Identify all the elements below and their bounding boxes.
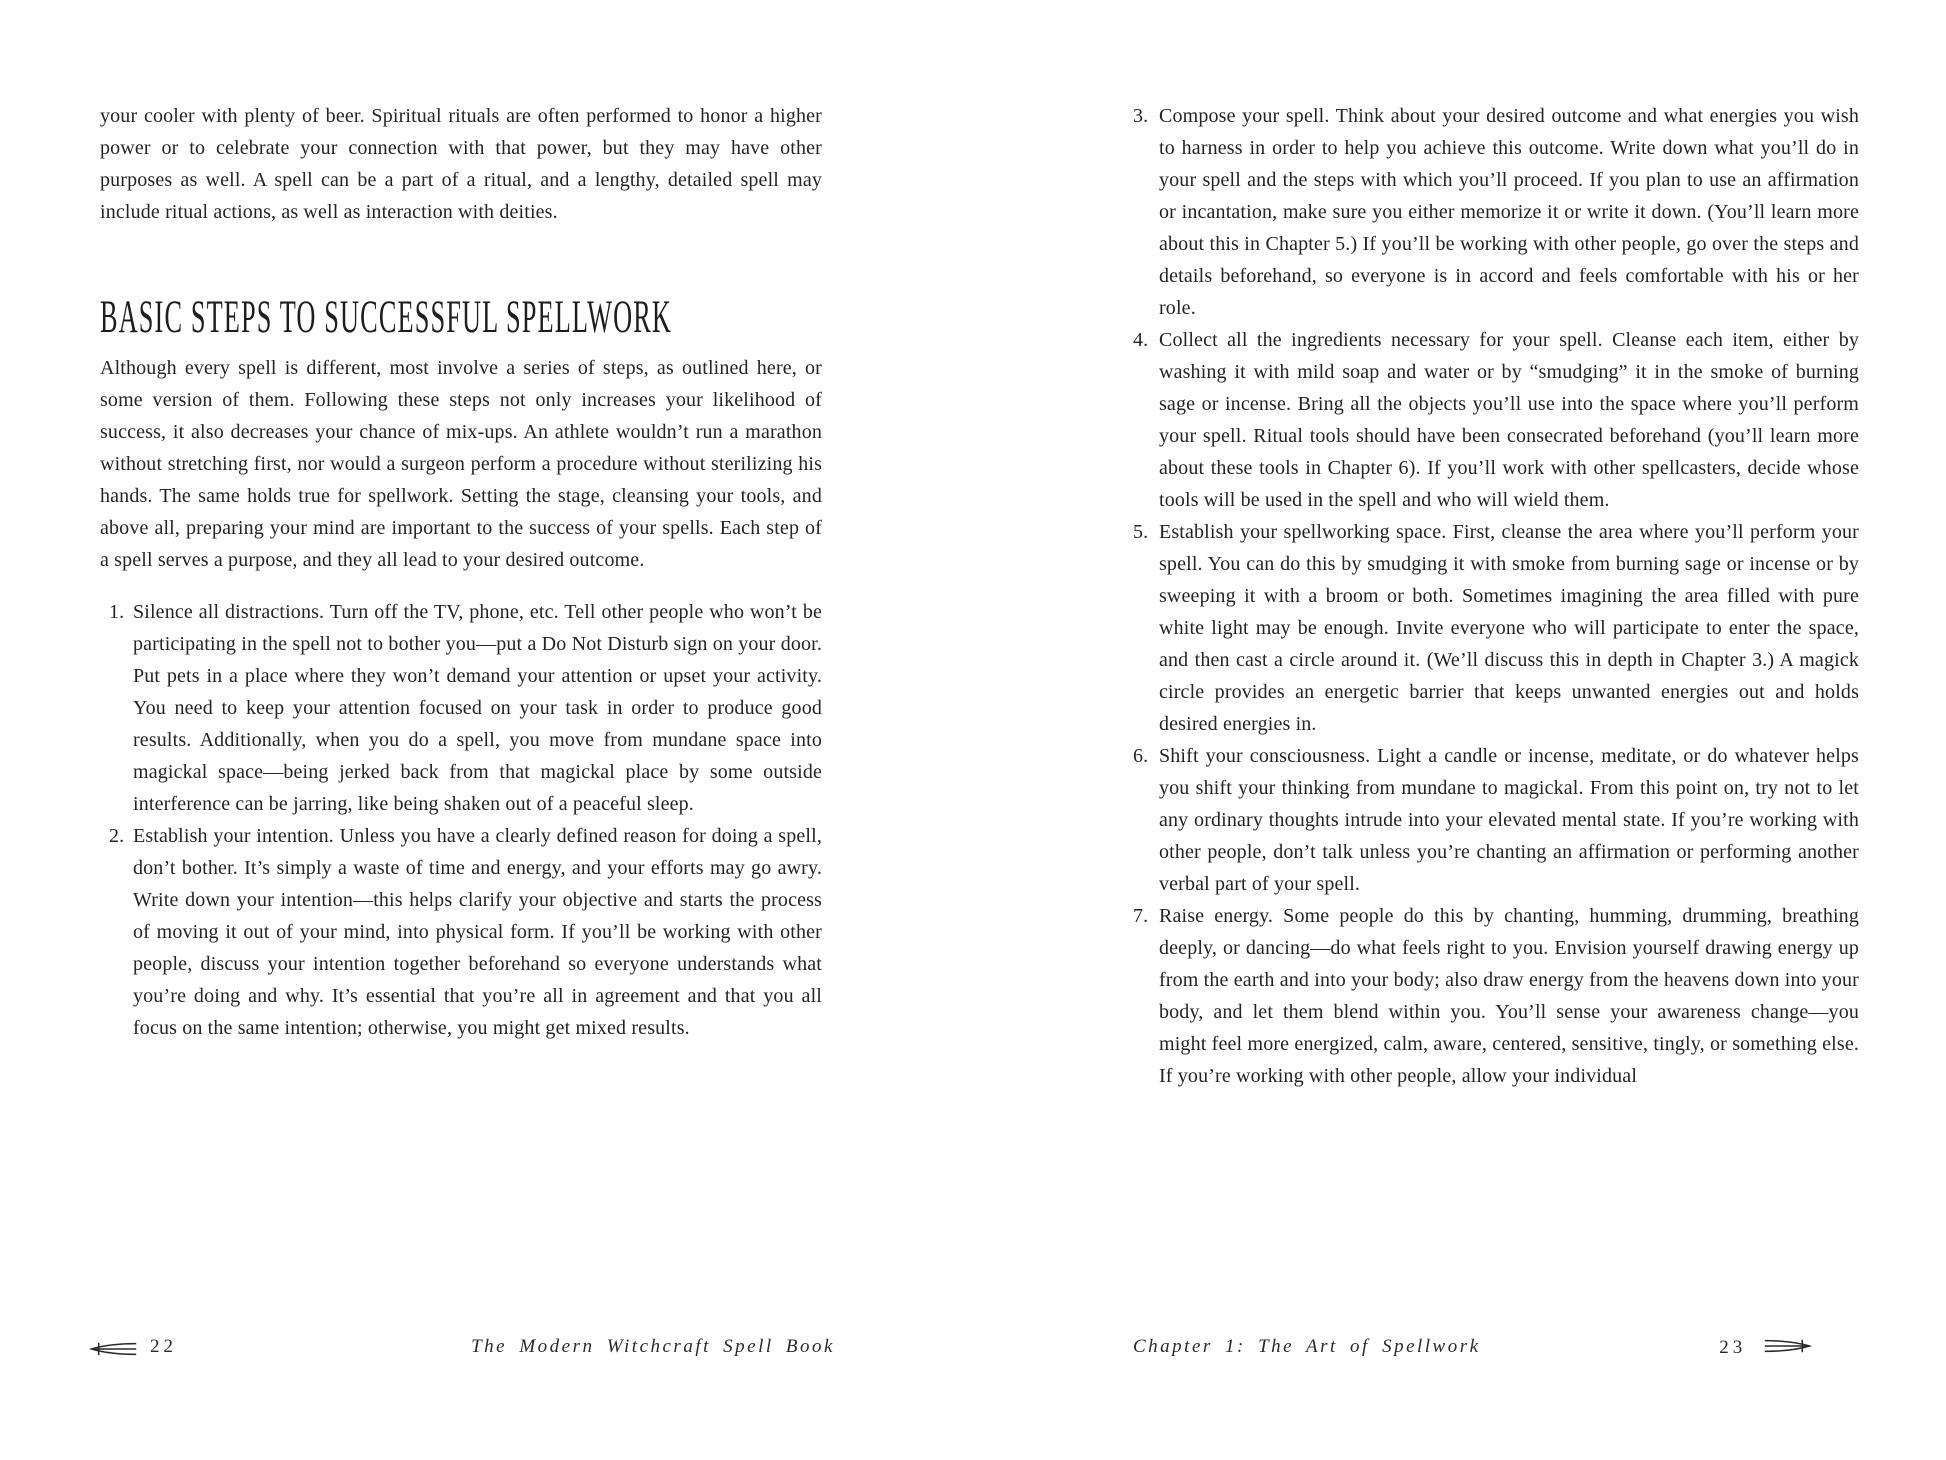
list-item	[1133, 100, 1859, 324]
steps-list-left	[100, 596, 822, 1044]
right-page-footer	[1133, 1336, 1857, 1366]
chapter-title: Chapter 1: The Art of Spellwork	[1133, 1336, 1481, 1357]
list-item	[100, 820, 822, 1044]
list-item-text: Establish your intention. Unless you have a clearly defined reason for doing a spell, don’t bother. It’s simply a waste of time and energy, and your efforts may go awry. Write down your intention—this helps clarify your objective and starts the process of moving it out of your mind, into physical form. If you’ll be working with other people, discuss your intention together beforehand so everyone understands what you’re doing and why. It’s essential that you’re all in agreement and that you all focus on the same intention; otherwise, you might get mixed results.	[133, 825, 822, 1039]
book-title: The Modern Witchcraft Spell Book	[471, 1336, 835, 1357]
list-item	[1133, 516, 1859, 740]
left-page	[100, 0, 822, 1044]
list-item	[1133, 900, 1859, 1092]
list-item-text: Establish your spellworking space. First, cleanse the area where you’ll perform your spell. You can do this by smudging it with smoke from burning sage or incense or by sweeping it with a broom or both. Sometimes imagining the area filled with pure white light may be enough. Invite everyone who will participate to enter the space, and then cast a circle around it. (We’ll discuss this in depth in Chapter 3.) A magick circle provides an energetic barrier that keeps unwanted energies out and holds desired energies in.	[1159, 521, 1859, 735]
feathered-arrow-right-icon	[1763, 1336, 1813, 1362]
list-item-number: 3.	[1133, 105, 1149, 127]
list-item-text: Silence all distractions. Turn off the TV, phone, etc. Tell other people who won’t be participating in the spell not to bother you—put a Do Not Disturb sign on your door. Put pets in a place where they won’t demand your attention or upset your activity. You need to keep your attention focused on your task in order to produce good results. Additionally, when you do a spell, you move from mundane space into magickal space—being jerked back from that magickal place by some outside interference can be jarring, like being shaken out of a peaceful sleep.	[133, 601, 822, 815]
list-item-number: 6.	[1133, 745, 1149, 767]
list-item	[1133, 740, 1859, 900]
list-item	[1133, 324, 1859, 516]
list-item-number: 4.	[1133, 329, 1149, 351]
section-paragraph: Although every spell is different, most involve a series of steps, as outlined here, or some version of them. Following these steps not only increases your likelihood of success, it also decreases your chance of mix-ups. An athlete wouldn’t run a marathon without stretching first, nor would a surgeon perform a procedure without sterilizing his hands. The same holds true for spellwork. Setting the stage, cleansing your tools, and above all, preparing your mind are important to the success of your spells. Each step of a spell serves a purpose, and they all lead to your desired outcome.	[100, 357, 822, 571]
list-item-number: 1.	[109, 601, 125, 623]
list-item-text: Compose your spell. Think about your desired outcome and what energies you wish to harness in order to help you achieve this outcome. Write down what you’ll do in your spell and the steps with which you’ll proceed. If you plan to use an affirmation or incantation, make sure you either memorize it or write it down. (You’ll learn more about this in Chapter 5.) If you’ll be working with other people, go over the steps and details beforehand, so everyone is in accord and feels comfortable with his or her role.	[1159, 105, 1859, 319]
left-page-footer	[88, 1336, 835, 1366]
feathered-arrow-left-icon	[88, 1339, 138, 1365]
list-item-number: 2.	[109, 825, 125, 847]
list-item-text: Raise energy. Some people do this by chanting, humming, drumming, breathing deeply, or dancing—do what feels right to you. Envision yourself drawing energy up from the earth and into your body; also draw energy from the heavens down into your body, and let them blend within you. You’ll sense your awareness change—you might feel more energized, calm, aware, centered, sensitive, tingly, or something else. If you’re working with other people, allow your individual	[1159, 905, 1859, 1087]
section-heading	[100, 291, 822, 343]
page-number: 22	[150, 1336, 177, 1357]
list-item	[100, 596, 822, 820]
list-item-text: Collect all the ingredients necessary for your spell. Cleanse each item, either by washing it with mild soap and water or by “smudging” it in the smoke of burning sage or incense. Bring all the objects you’ll use into the space where you’ll perform your spell. Ritual tools should have been consecrated beforehand (you’ll learn more about these tools in Chapter 6). If you’ll work with other spellcasters, decide whose tools will be used in the spell and who will wield them.	[1159, 329, 1859, 511]
page-number: 23	[1719, 1337, 1747, 1358]
right-page	[1133, 0, 1859, 1092]
list-item-number: 5.	[1133, 521, 1149, 543]
steps-list-right	[1133, 100, 1859, 1092]
intro-paragraph: your cooler with plenty of beer. Spiritual rituals are often performed to honor a higher power or to celebrate your connection with that power, but they may have other purposes as well. A spell can be a part of a ritual, and a lengthy, detailed spell may include ritual actions, as well as interaction with deities.	[100, 105, 822, 223]
folio-group	[1719, 1336, 1813, 1362]
list-item-text: Shift your consciousness. Light a candle or incense, meditate, or do whatever helps you shift your thinking from mundane to magickal. From this point on, try not to let any ordinary thoughts intrude into your elevated mental state. If you’re working with other people, don’t talk unless you’re chanting an affirmation or performing another verbal part of your spell.	[1159, 745, 1859, 895]
list-item-number: 7.	[1133, 905, 1149, 927]
section-heading-text: BASIC STEPS TO SUCCESSFUL SPELLWORK	[100, 291, 673, 343]
